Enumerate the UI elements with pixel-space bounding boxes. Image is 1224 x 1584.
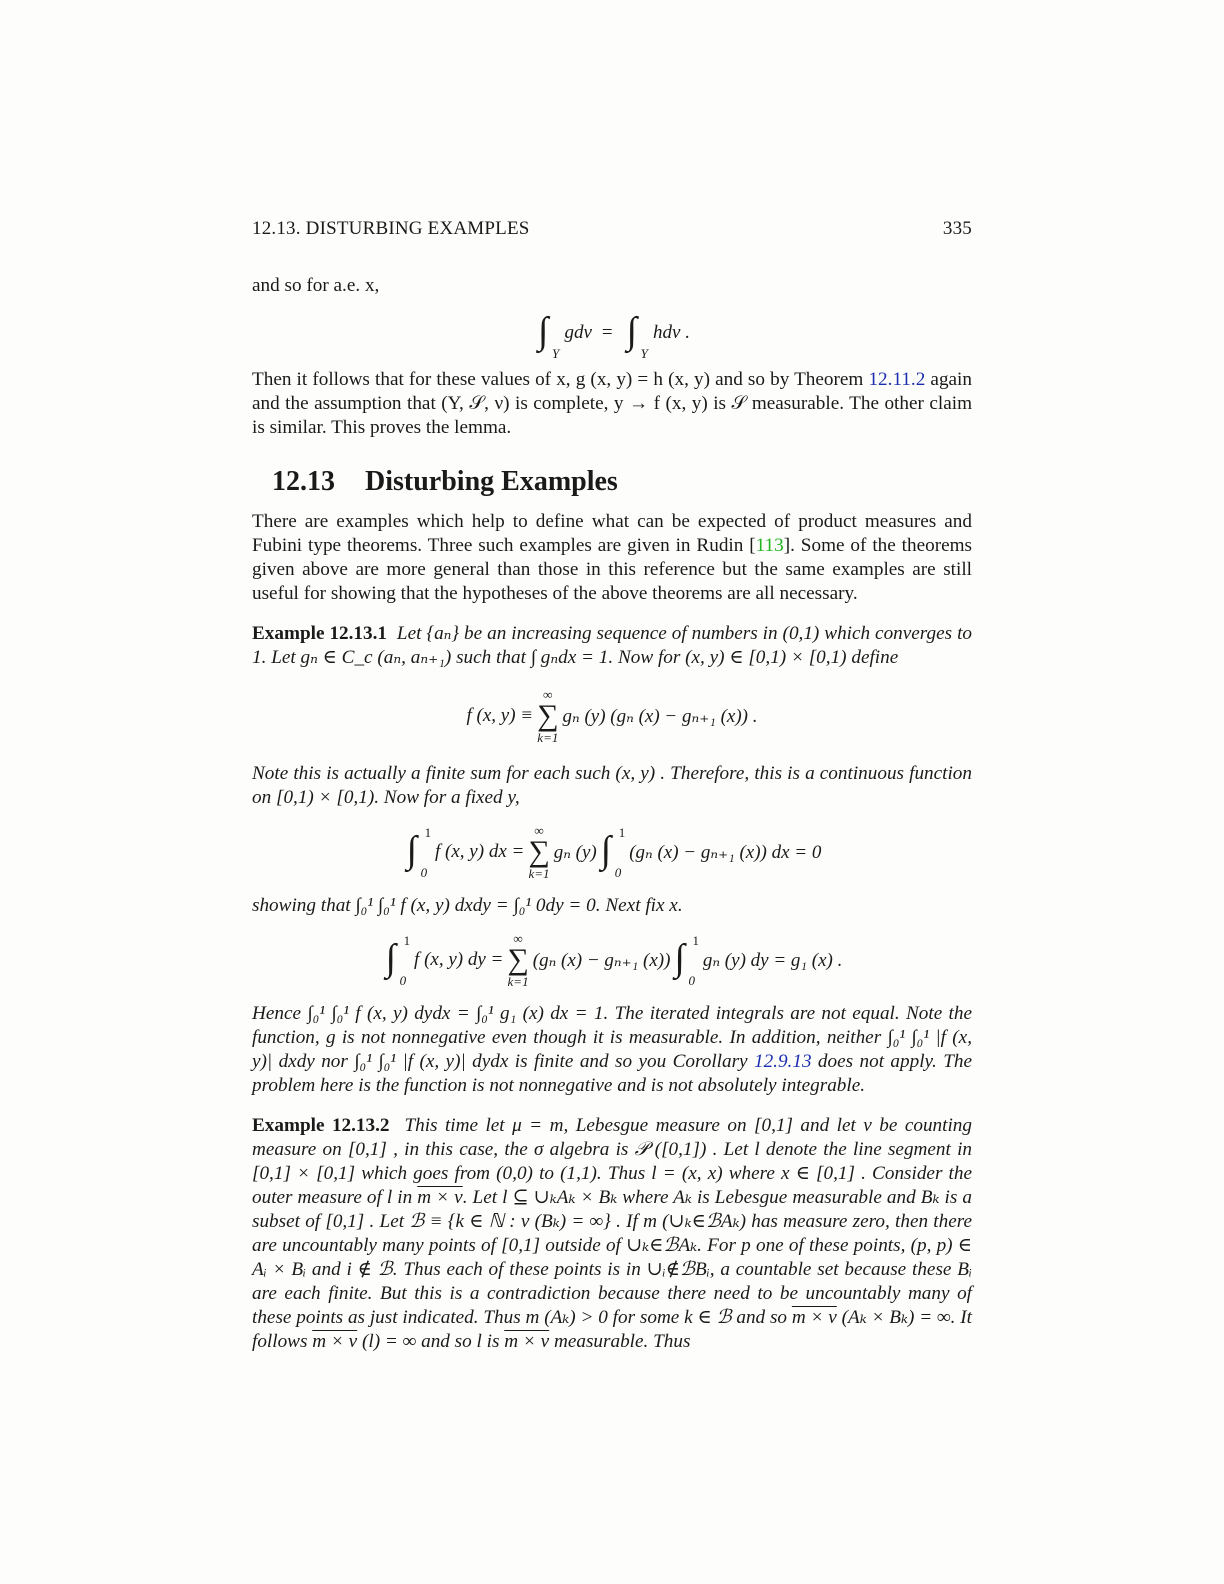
integral-sign: 1 ∫ 0 <box>385 933 411 988</box>
section-header: 12.13. DISTURBING EXAMPLES <box>252 218 530 239</box>
running-head <box>252 218 972 240</box>
paragraph-note: Note this is actually a finite sum for each such (x, y) . Therefore, this is a continuous function on [0,1) × [0,1). Now for a fixed y, <box>252 763 972 808</box>
page <box>252 218 972 1354</box>
paragraph-showing: showing that ∫₀¹ ∫₀¹ f (x, y) dxdy = ∫₀¹ 0dy = 0. Next fix x. <box>252 895 683 916</box>
example-1: Example 12.13.1 Let {aₙ} be an increasing sequence of numbers in (0,1) which converges to 1. Let gₙ ∈ C_c (aₙ, aₙ₊₁) such that ∫ gₙdx = 1. Now for (x, y) ∈ [0,1) × [0,1) define <box>252 623 972 668</box>
example-2: Example 12.13.2 This time let μ = m, Lebesgue measure on [0,1] and let ν be counting measure on [0,1] , in this case, the σ algebra is 𝒫 ([0,1]) . Let l denote the line segment in [0,1] × [0,1] which goes from (0,0) to (1,1). Thus l = (x, x) where x ∈ [0,1] . Consider the outer measure of l in m × ν. Let l ⊆ ∪ₖAₖ × Bₖ where Aₖ is Lebesgue measurable and Bₖ is a subset of [0,1] . Let ℬ ≡ {k ∈ ℕ : ν (Bₖ) = ∞} . If m (∪ₖ∈ℬAₖ) has measure zero, then there are uncountably many points of [0,1] outside of ∪ₖ∈ℬAₖ. For p one of these points, (p, p) ∈ Aᵢ × Bᵢ and i ∉ ℬ. Thus each of these points is in ∪ᵢ∉ℬBᵢ, a countable set because these Bᵢ are each finite. But this is a contradiction because there need to be uncountably many of these points as just indicated. Thus m (Aₖ) > 0 for some k ∈ ℬ and so m × ν (Aₖ × Bₖ) = ∞. It follows m × ν (l) = ∞ and so l is m × ν measurable. Thus <box>252 1115 972 1352</box>
integral-sign: 1 ∫ 0 <box>674 933 699 988</box>
section-number: 12.13 <box>272 466 335 497</box>
equation-lhs: gdν <box>564 322 592 343</box>
integral-sign: ∫ Y <box>626 310 648 361</box>
section-heading <box>272 466 972 498</box>
integral-sign: ∫ Y <box>538 310 560 361</box>
equation-integral-g-h: ∫ Y gdν = ∫ Y hdν . <box>538 310 690 361</box>
example-label: Example 12.13.2 <box>252 1115 390 1136</box>
integral-sign: 1 ∫ 0 <box>406 825 432 880</box>
paragraph-intro: and so for a.e. x, <box>252 275 380 296</box>
corollary-link[interactable]: 12.9.13 <box>753 1051 812 1072</box>
paragraph-section-intro: There are examples which help to define what can be expected of product measures and Fubini type theorems. Three such examples are given in Rudin [113]. Some of the theorems given above are more general than those in this reference but the same examples are still useful for showing that the hypotheses of the above theorems are all necessary. <box>252 511 972 604</box>
equation-integral-dy: 1 ∫ 0 f (x, y) dy = ∞ ∑ k=1 (gₙ (x) − gₙ₊₁ (x)) 1 ∫ 0 gₙ (y) dy = g₁ (x) . <box>385 931 843 989</box>
theorem-link[interactable]: 12.11.2 <box>868 369 926 390</box>
summation-sign: ∞ ∑ k=1 <box>537 687 559 745</box>
integral-sign: 1 ∫ 0 <box>600 825 626 880</box>
equation-integral-dx: 1 ∫ 0 f (x, y) dx = ∞ ∑ k=1 gₙ (y) 1 ∫ 0 (gₙ (x) − gₙ₊₁ (x)) dx = 0 <box>406 823 822 881</box>
paragraph-theorem-ref: Then it follows that for these values of x, g (x, y) = h (x, y) and so by Theorem 12.11.2 again and the assumption that (Y, 𝒮, ν) is complete, y → f (x, y) is 𝒮 measurable. The other claim is similar. This proves the lemma. <box>252 369 972 438</box>
example-label: Example 12.13.1 <box>252 623 388 644</box>
page-number: 335 <box>942 218 972 239</box>
equation-f-definition: f (x, y) ≡ ∞ ∑ k=1 gₙ (y) (gₙ (x) − gₙ₊₁ (x)) . <box>466 687 758 745</box>
section-title: Disturbing Examples <box>365 466 618 497</box>
summation-sign: ∞ ∑ k=1 <box>507 931 529 989</box>
summation-sign: ∞ ∑ k=1 <box>528 823 550 881</box>
citation-link[interactable]: 113 <box>755 535 784 556</box>
equation-rhs: hdν . <box>653 322 690 343</box>
paragraph-hence: Hence ∫₀¹ ∫₀¹ f (x, y) dydx = ∫₀¹ g₁ (x) dx = 1. The iterated integrals are not equal. Note the function, g is not nonnegative even though it is measurable. In addition, neither ∫₀¹ ∫₀¹ |f (x, y)| dxdy nor ∫₀¹ ∫₀¹ |f (x, y)| dydx is finite and so you Corollary 12.9.13 does not apply. The problem here is the function is not nonnegative and is not absolutely integrable. <box>252 1003 972 1096</box>
